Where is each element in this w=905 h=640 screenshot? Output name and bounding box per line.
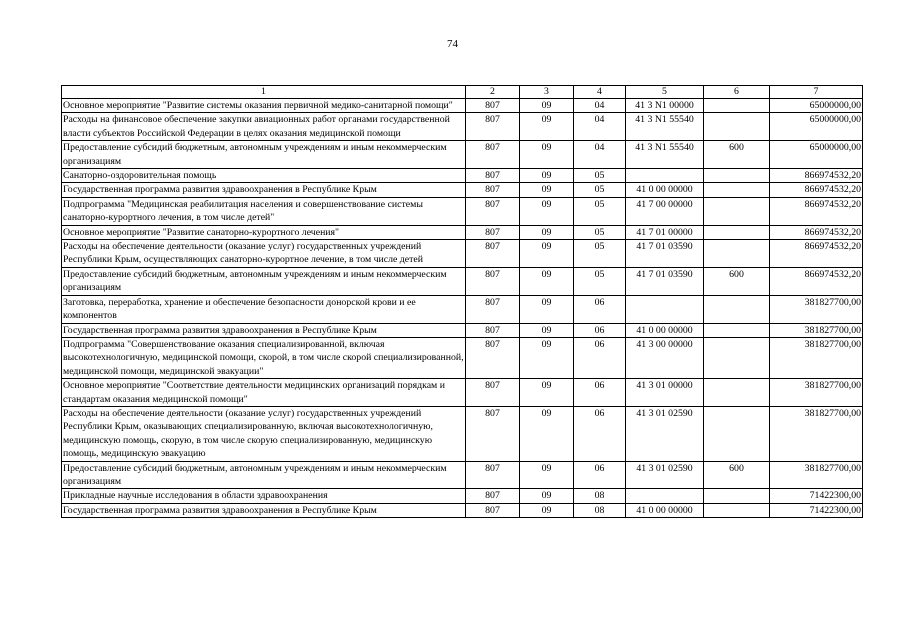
section-code-cell: 09 [520, 113, 574, 141]
ministry-code-cell: 807 [466, 323, 520, 337]
column-header: 5 [626, 86, 704, 99]
target-article-cell: 41 0 00 00000 [626, 183, 704, 197]
subsection-code-cell: 05 [574, 197, 626, 225]
subsection-code-cell: 05 [574, 267, 626, 295]
ministry-code-cell: 807 [466, 337, 520, 378]
row-name-cell: Предоставление субсидий бюджетным, автономным учреждениям и иным некоммерческим организациям [62, 267, 466, 295]
section-code-cell: 09 [520, 267, 574, 295]
ministry-code-cell: 807 [466, 379, 520, 407]
section-code-cell: 09 [520, 406, 574, 461]
amount-cell: 866974532,20 [770, 183, 863, 197]
amount-cell: 65000000,00 [770, 113, 863, 141]
section-code-cell: 09 [520, 461, 574, 489]
amount-cell: 866974532,20 [770, 169, 863, 183]
subsection-code-cell: 06 [574, 337, 626, 378]
row-name-cell: Расходы на обеспечение деятельности (оказание услуг) государственных учреждений Республики Крым, оказывающих специализированную, включая высокотехнологичную, медицинскую помощь, скорую, в том числе скорую специализированную, медицинскую помощь, медицинскую эвакуацию [62, 406, 466, 461]
row-name-cell: Государственная программа развития здравоохранения в Республике Крым [62, 323, 466, 337]
row-name-cell: Государственная программа развития здравоохранения в Республике Крым [62, 503, 466, 517]
section-code-cell: 09 [520, 337, 574, 378]
table-row [62, 406, 863, 461]
expense-type-cell [704, 113, 770, 141]
subsection-code-cell: 05 [574, 225, 626, 239]
expense-type-cell [704, 295, 770, 323]
expense-type-cell [704, 406, 770, 461]
subsection-code-cell: 06 [574, 461, 626, 489]
section-code-cell: 09 [520, 99, 574, 113]
ministry-code-cell: 807 [466, 489, 520, 503]
expense-type-cell [704, 489, 770, 503]
expense-type-cell: 600 [704, 267, 770, 295]
table-row [62, 379, 863, 407]
expense-type-cell [704, 99, 770, 113]
ministry-code-cell: 807 [466, 169, 520, 183]
amount-cell: 866974532,20 [770, 225, 863, 239]
table-header-row [62, 86, 863, 99]
row-name-cell: Подпрограмма "Медицинская реабилитация населения и совершенствование системы санаторно-курортного лечения, в том числе детей" [62, 197, 466, 225]
budget-table [61, 85, 863, 518]
target-article-cell: 41 3 N1 55540 [626, 113, 704, 141]
table-row [62, 169, 863, 183]
row-name-cell: Основное мероприятие "Развитие санаторно-курортного лечения" [62, 225, 466, 239]
row-name-cell: Заготовка, переработка, хранение и обеспечение безопасности донорской крови и ее компонентов [62, 295, 466, 323]
row-name-cell: Прикладные научные исследования в области здравоохранения [62, 489, 466, 503]
subsection-code-cell: 08 [574, 489, 626, 503]
target-article-cell [626, 489, 704, 503]
expense-type-cell [704, 225, 770, 239]
target-article-cell: 41 3 00 00000 [626, 337, 704, 378]
section-code-cell: 09 [520, 379, 574, 407]
section-code-cell: 09 [520, 240, 574, 268]
table-row [62, 295, 863, 323]
target-article-cell: 41 7 01 00000 [626, 225, 704, 239]
section-code-cell: 09 [520, 141, 574, 169]
table-row [62, 461, 863, 489]
amount-cell: 866974532,20 [770, 240, 863, 268]
expense-type-cell: 600 [704, 461, 770, 489]
target-article-cell: 41 3 01 02590 [626, 461, 704, 489]
row-name-cell: Расходы на финансовое обеспечение закупки авиационных работ органами государственной власти субъектов Российской Федерации в целях оказания медицинской помощи [62, 113, 466, 141]
row-name-cell: Государственная программа развития здравоохранения в Республике Крым [62, 183, 466, 197]
row-name-cell: Основное мероприятие "Развитие системы оказания первичной медико-санитарной помощи" [62, 99, 466, 113]
section-code-cell: 09 [520, 295, 574, 323]
table-row [62, 337, 863, 378]
expense-type-cell [704, 183, 770, 197]
subsection-code-cell: 08 [574, 503, 626, 517]
target-article-cell: 41 3 N1 00000 [626, 99, 704, 113]
table-row [62, 197, 863, 225]
expense-type-cell: 600 [704, 141, 770, 169]
subsection-code-cell: 06 [574, 406, 626, 461]
ministry-code-cell: 807 [466, 503, 520, 517]
ministry-code-cell: 807 [466, 113, 520, 141]
table-body [62, 99, 863, 518]
target-article-cell [626, 169, 704, 183]
target-article-cell: 41 0 00 00000 [626, 503, 704, 517]
column-header: 1 [62, 86, 466, 99]
ministry-code-cell: 807 [466, 99, 520, 113]
row-name-cell: Расходы на обеспечение деятельности (оказание услуг) государственных учреждений Республики Крым, осуществляющих санаторно-курортное лечение, в том числе детей [62, 240, 466, 268]
subsection-code-cell: 05 [574, 183, 626, 197]
amount-cell: 71422300,00 [770, 503, 863, 517]
table-row [62, 240, 863, 268]
amount-cell: 381827700,00 [770, 323, 863, 337]
amount-cell: 65000000,00 [770, 99, 863, 113]
amount-cell: 866974532,20 [770, 197, 863, 225]
row-name-cell: Санаторно-оздоровительная помощь [62, 169, 466, 183]
expense-type-cell [704, 197, 770, 225]
table-row [62, 141, 863, 169]
expense-type-cell [704, 379, 770, 407]
target-article-cell: 41 3 N1 55540 [626, 141, 704, 169]
subsection-code-cell: 04 [574, 113, 626, 141]
target-article-cell: 41 7 01 03590 [626, 267, 704, 295]
ministry-code-cell: 807 [466, 141, 520, 169]
ministry-code-cell: 807 [466, 267, 520, 295]
target-article-cell: 41 3 01 00000 [626, 379, 704, 407]
ministry-code-cell: 807 [466, 240, 520, 268]
subsection-code-cell: 04 [574, 141, 626, 169]
table-row [62, 225, 863, 239]
row-name-cell: Подпрограмма "Совершенствование оказания специализированной, включая высокотехнологичную, медицинской помощи, скорой, в том числе скорой специализированной, медицинской помощи, медицинской эвакуации" [63, 338, 464, 377]
ministry-code-cell: 807 [466, 225, 520, 239]
subsection-code-cell: 06 [574, 323, 626, 337]
amount-cell: 381827700,00 [770, 406, 863, 461]
section-code-cell: 09 [520, 503, 574, 517]
amount-cell: 71422300,00 [770, 489, 863, 503]
row-name-cell: Основное мероприятие "Соответствие деятельности медицинских организаций порядкам и стандартам оказания медицинской помощи" [62, 379, 466, 407]
ministry-code-cell: 807 [466, 183, 520, 197]
row-name-cell: Предоставление субсидий бюджетным, автономным учреждениям и иным некоммерческим организациям [62, 141, 466, 169]
target-article-cell [626, 295, 704, 323]
ministry-code-cell: 807 [466, 197, 520, 225]
section-code-cell: 09 [520, 183, 574, 197]
target-article-cell: 41 0 00 00000 [626, 323, 704, 337]
expense-type-cell [704, 240, 770, 268]
target-article-cell: 41 7 01 03590 [626, 240, 704, 268]
subsection-code-cell: 05 [574, 169, 626, 183]
column-header: 2 [466, 86, 520, 99]
amount-cell: 866974532,20 [770, 267, 863, 295]
section-code-cell: 09 [520, 169, 574, 183]
target-article-cell: 41 7 00 00000 [626, 197, 704, 225]
page-number: 74 [447, 38, 458, 50]
section-code-cell: 09 [520, 323, 574, 337]
column-header: 3 [520, 86, 574, 99]
table-row [62, 323, 863, 337]
subsection-code-cell: 06 [574, 379, 626, 407]
table-row [62, 183, 863, 197]
table-row [62, 99, 863, 113]
amount-cell: 381827700,00 [770, 337, 863, 378]
table-row [62, 113, 863, 141]
ministry-code-cell: 807 [466, 461, 520, 489]
column-header: 4 [574, 86, 626, 99]
amount-cell: 381827700,00 [770, 379, 863, 407]
ministry-code-cell: 807 [466, 406, 520, 461]
expense-type-cell [704, 323, 770, 337]
table-row [62, 489, 863, 503]
subsection-code-cell: 05 [574, 240, 626, 268]
subsection-code-cell: 06 [574, 295, 626, 323]
section-code-cell: 09 [520, 489, 574, 503]
table-row [62, 267, 863, 295]
table-row [62, 503, 863, 517]
amount-cell: 65000000,00 [770, 141, 863, 169]
target-article-cell: 41 3 01 02590 [626, 406, 704, 461]
subsection-code-cell: 04 [574, 99, 626, 113]
expense-type-cell [704, 503, 770, 517]
section-code-cell: 09 [520, 197, 574, 225]
section-code-cell: 09 [520, 225, 574, 239]
amount-cell: 381827700,00 [770, 461, 863, 489]
expense-type-cell [704, 337, 770, 378]
expense-type-cell [704, 169, 770, 183]
column-header: 7 [770, 86, 863, 99]
amount-cell: 381827700,00 [770, 295, 863, 323]
row-name-cell: Предоставление субсидий бюджетным, автономным учреждениям и иным некоммерческим организациям [62, 461, 466, 489]
column-header: 6 [704, 86, 770, 99]
ministry-code-cell: 807 [466, 295, 520, 323]
